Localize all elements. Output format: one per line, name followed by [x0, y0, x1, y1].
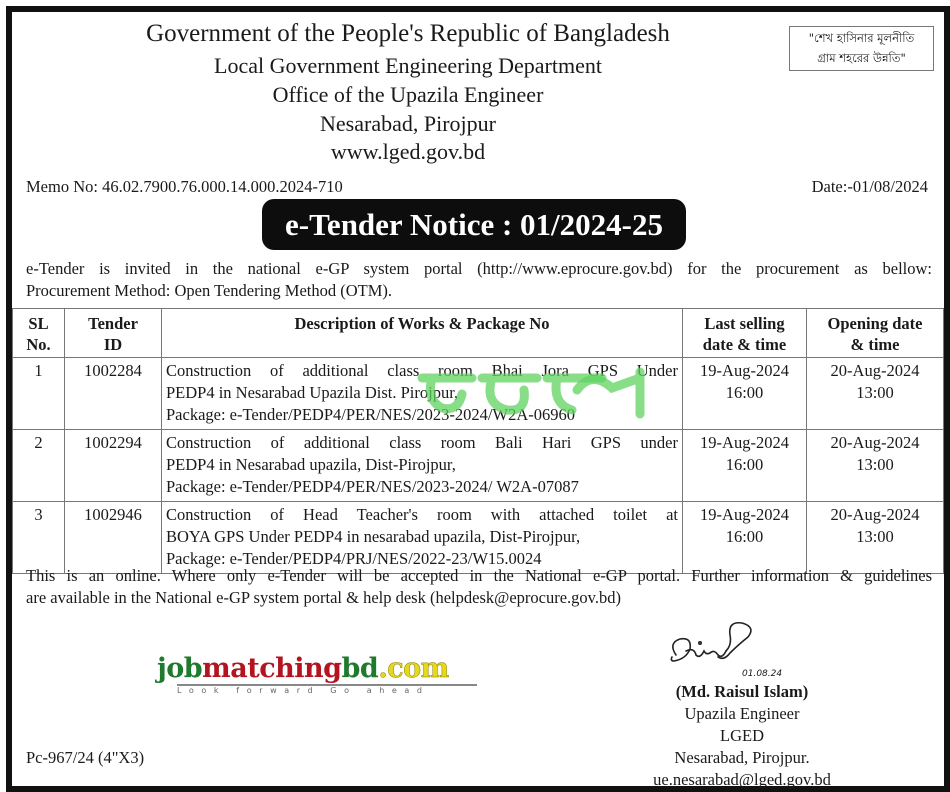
- intro-line-1: e-Tender is invited in the national e-GP system portal (http://www.eprocure.gov.bd) for the procurement as bellow:: [26, 259, 932, 278]
- cell-description: Construction of Head Teacher's room with attached toilet at BOYA GPS Under PEDP4 in nesarabad upazila, Dist-Pirojpur, Package: e-Tender/PEDP4/PRJ/NES/2022-23/W15.0024: [162, 502, 683, 574]
- jobmatchingbd-logo: [157, 654, 477, 696]
- footer-line-1: This is an online. Where only e-Tender will be accepted in the National e-GP portal. Further information & guidelines: [26, 566, 932, 585]
- tender-table: [12, 308, 944, 574]
- cell-opening: 20-Aug-2024 13:00: [807, 502, 944, 574]
- header-government: Government of the People's Republic of Bangladesh: [146, 20, 670, 47]
- footer-line-2: are available in the National e-GP system portal & help desk (helpdesk@eprocure.gov.bd): [26, 588, 621, 607]
- header-location: Nesarabad, Pirojpur: [320, 111, 496, 136]
- cell-tender-id: 1002946: [65, 502, 162, 574]
- header-sl: SL No.: [13, 309, 65, 358]
- header-description: Description of Works & Package No: [162, 309, 683, 358]
- signature-block: [592, 615, 892, 791]
- cell-last-selling: 19-Aug-2024 16:00: [683, 358, 807, 430]
- header-tender-id: Tender ID: [65, 309, 162, 358]
- cell-opening: 20-Aug-2024 13:00: [807, 358, 944, 430]
- footer-paragraph: [26, 565, 932, 609]
- signatory-location: Nesarabad, Pirojpur.: [674, 748, 810, 767]
- slogan-line-1: "শেখ হাসিনার মূলনীতি: [808, 31, 915, 45]
- cell-sl: 2: [13, 430, 65, 502]
- cell-tender-id: 1002284: [65, 358, 162, 430]
- cell-last-selling: 19-Aug-2024 16:00: [683, 502, 807, 574]
- cell-description: Construction of additional class room Bhai Jora GPS Under PEDP4 in Nesarabad Upazila Dist. Pirojpur, Package: e-Tender/PEDP4/PER/NES/2023-2024/W2A-06960: [162, 358, 683, 430]
- logo-wordmark: jobmatchingbd.com: [157, 653, 449, 684]
- signature-date: 01.08.24: [742, 669, 783, 679]
- cell-opening: 20-Aug-2024 13:00: [807, 430, 944, 502]
- cell-last-selling: 19-Aug-2024 16:00: [683, 430, 807, 502]
- slogan-box: [789, 26, 934, 71]
- memo-number: Memo No: 46.02.7900.76.000.14.000.2024-710: [26, 177, 343, 196]
- table-row: [13, 502, 944, 574]
- signatory-org: LGED: [720, 726, 764, 745]
- watermark-icon: [412, 360, 652, 420]
- header-website: www.lged.gov.bd: [330, 139, 486, 164]
- table-row: [13, 430, 944, 502]
- intro-line-2: Procurement Method: Open Tendering Method (OTM).: [26, 281, 393, 300]
- pc-reference: Pc-967/24 (4"X3): [26, 748, 145, 767]
- cell-tender-id: 1002294: [65, 430, 162, 502]
- header-last-selling: Last selling date & time: [683, 309, 807, 358]
- cell-description: Construction of additional class room Bali Hari GPS under PEDP4 in Nesarabad upazila, Dist-Pirojpur, Package: e-Tender/PEDP4/PER/NES/2023-2024/ W2A-07087: [162, 430, 683, 502]
- notice-title: e-Tender Notice : 01/2024-25: [262, 199, 686, 250]
- header-opening: Opening date & time: [807, 309, 944, 358]
- logo-tagline: Look forward Go ahead: [177, 684, 477, 696]
- signatory-designation: Upazila Engineer: [684, 704, 800, 723]
- notice-frame: [6, 6, 950, 792]
- header-department: Local Government Engineering Department: [214, 53, 602, 78]
- cell-sl: 3: [13, 502, 65, 574]
- slogan-line-2: গ্রাম শহরের উন্নতি": [817, 51, 906, 65]
- signature: [592, 615, 892, 681]
- signatory-email: ue.nesarabad@lged.gov.bd: [653, 770, 831, 789]
- signatory-name: (Md. Raisul Islam): [675, 682, 809, 701]
- table-header-row: [13, 309, 944, 358]
- cell-sl: 1: [13, 358, 65, 430]
- header-office: Office of the Upazila Engineer: [272, 82, 544, 107]
- intro-paragraph: [26, 258, 932, 302]
- notice-date: Date:-01/08/2024: [811, 177, 928, 196]
